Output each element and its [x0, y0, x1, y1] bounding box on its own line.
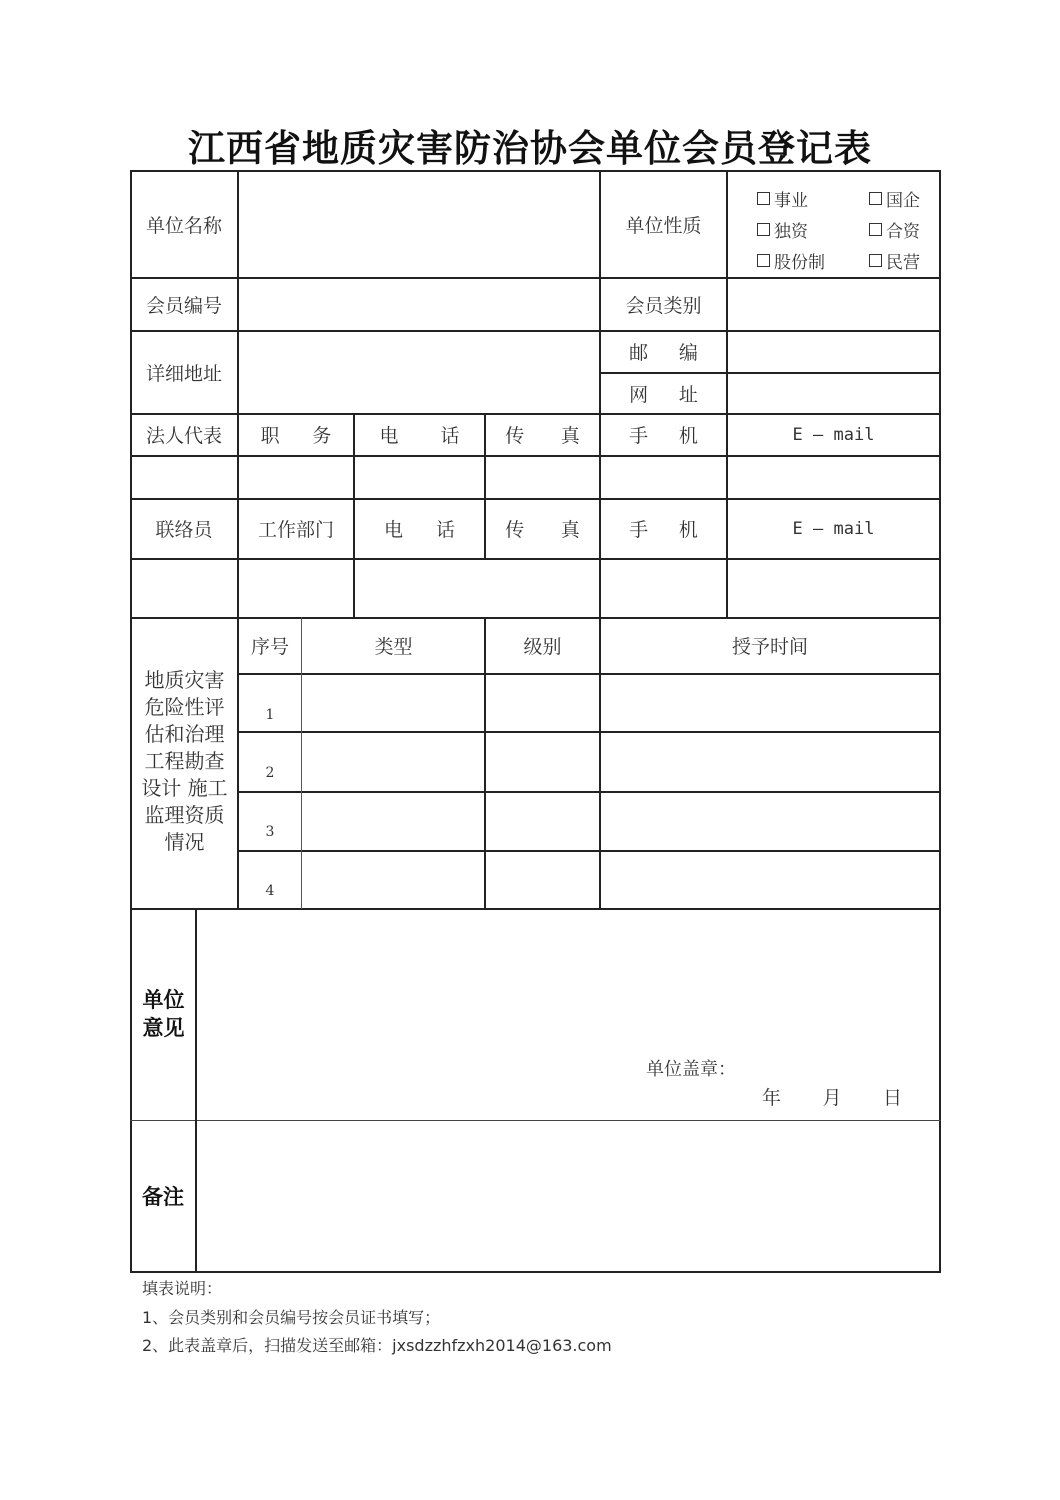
column-header-granted-date: 授予时间 — [731, 636, 808, 658]
option-sole-proprietorship[interactable]: 独资 — [757, 217, 869, 242]
contact-email-input[interactable] — [729, 561, 941, 617]
col-divider — [301, 617, 302, 909]
legal-rep-mobile-input[interactable] — [602, 458, 728, 498]
unit-name-label: 单位名称 — [145, 214, 222, 237]
member-category-label: 会员类别 — [625, 294, 702, 317]
note-item: 1、会员类别和会员编号按会员证书填写； — [142, 1308, 441, 1327]
qualification-type-input[interactable] — [304, 676, 486, 731]
qualification-date-input[interactable] — [602, 676, 941, 731]
column-header-no: 序号 — [250, 636, 289, 658]
legal-rep-fax-input[interactable] — [487, 458, 601, 498]
member-number-label: 会员编号 — [145, 294, 222, 317]
postcode-label: 邮 编 — [629, 342, 698, 364]
qualification-date-input[interactable] — [602, 734, 941, 791]
contact-dept-input[interactable] — [240, 561, 355, 617]
date-line — [762, 1083, 902, 1110]
row-divider — [130, 455, 941, 457]
row-divider — [130, 908, 941, 910]
row-divider — [237, 673, 941, 675]
contact-email-header: E — mail — [792, 518, 875, 539]
checkbox-icon[interactable] — [757, 223, 770, 236]
legal-rep-name-input[interactable] — [133, 458, 239, 498]
remarks-label: 备注 — [142, 1184, 184, 1209]
unit-nature-label: 单位性质 — [625, 214, 702, 237]
row-divider — [130, 558, 941, 560]
qualification-type-input[interactable] — [304, 734, 486, 791]
legal-rep-position-input[interactable] — [240, 458, 355, 498]
address-label: 详细地址 — [145, 362, 222, 385]
unit-nature-options — [757, 186, 939, 273]
member-category-input[interactable] — [729, 280, 941, 330]
day-label: 日 — [882, 1087, 902, 1109]
legal-rep-email-input[interactable] — [729, 458, 941, 498]
checkbox-icon[interactable] — [869, 223, 882, 236]
qualification-label: 地质灾害 危险性评 估和治理 工程勘查 设计 施工 监理资质 情况 — [141, 668, 228, 854]
row-divider — [237, 791, 941, 793]
seal-label: 单位盖章： — [646, 1059, 736, 1080]
row-number: 2 — [265, 765, 275, 781]
qualification-level-input[interactable] — [487, 676, 601, 731]
qualification-level-input[interactable] — [487, 794, 601, 850]
legal-rep-fax-header: 传 真 — [505, 425, 580, 447]
opinion-label: 单位 意见 — [142, 987, 185, 1040]
column-header-type: 类型 — [374, 636, 413, 658]
notes-heading: 填表说明： — [142, 1279, 223, 1298]
legal-rep-phone-input[interactable] — [356, 458, 486, 498]
opinion-textarea[interactable] — [199, 912, 939, 1046]
border-top — [130, 170, 941, 172]
legal-rep-label: 法人代表 — [145, 425, 222, 447]
member-number-input[interactable] — [240, 280, 600, 330]
checkbox-icon[interactable] — [869, 192, 882, 205]
remarks-textarea[interactable] — [199, 1124, 939, 1272]
option-state-owned[interactable]: 国企 — [869, 186, 939, 211]
option-joint-stock[interactable]: 股份制 — [757, 248, 869, 273]
row-divider — [130, 330, 941, 332]
legal-rep-mobile-header: 手 机 — [629, 425, 698, 447]
unit-name-input[interactable] — [240, 173, 600, 277]
address-input[interactable] — [240, 333, 600, 413]
option-public-institution[interactable]: 事业 — [757, 186, 869, 211]
qualification-type-input[interactable] — [304, 853, 486, 908]
checkbox-icon[interactable] — [757, 192, 770, 205]
row-divider — [130, 277, 941, 279]
website-label: 网 址 — [629, 383, 698, 406]
legal-rep-position-header: 职 务 — [260, 425, 332, 447]
contact-label: 联络员 — [155, 519, 213, 541]
col-divider — [195, 908, 197, 1272]
legal-rep-email-header: E — mail — [792, 424, 875, 445]
qualification-level-input[interactable] — [487, 734, 601, 791]
contact-fax-header: 传 真 — [505, 519, 580, 541]
row-divider — [130, 1120, 941, 1121]
qualification-type-input[interactable] — [304, 794, 486, 850]
row-divider — [237, 850, 941, 852]
contact-dept-header: 工作部门 — [257, 519, 334, 541]
option-joint-venture[interactable]: 合资 — [869, 217, 939, 242]
row-number: 4 — [265, 883, 275, 899]
row-number: 3 — [265, 824, 275, 840]
contact-name-input[interactable] — [133, 561, 239, 617]
contact-phone-fax-input[interactable] — [356, 561, 601, 617]
checkbox-icon[interactable] — [757, 254, 770, 267]
column-header-level: 级别 — [523, 636, 562, 658]
contact-mobile-header: 手 机 — [629, 519, 698, 541]
row-number: 1 — [265, 707, 275, 723]
website-input[interactable] — [729, 375, 941, 413]
checkbox-icon[interactable] — [869, 254, 882, 267]
qualification-level-input[interactable] — [487, 853, 601, 908]
year-label: 年 — [762, 1087, 782, 1109]
form-title: 江西省地质灾害防治协会单位会员登记表 — [188, 127, 872, 170]
qualification-date-input[interactable] — [602, 794, 941, 850]
postcode-input[interactable] — [729, 333, 941, 372]
qualification-date-input[interactable] — [602, 853, 941, 908]
contact-mobile-input[interactable] — [602, 561, 728, 617]
note-item: 2、此表盖章后，扫描发送至邮箱：jxsdzzhfzxh2014@163.com — [142, 1336, 612, 1355]
month-label: 月 — [822, 1087, 842, 1109]
option-private[interactable]: 民营 — [869, 248, 939, 273]
row-divider — [237, 731, 941, 733]
contact-phone-header: 电 话 — [384, 519, 455, 541]
legal-rep-phone-header: 电 话 — [379, 425, 460, 447]
